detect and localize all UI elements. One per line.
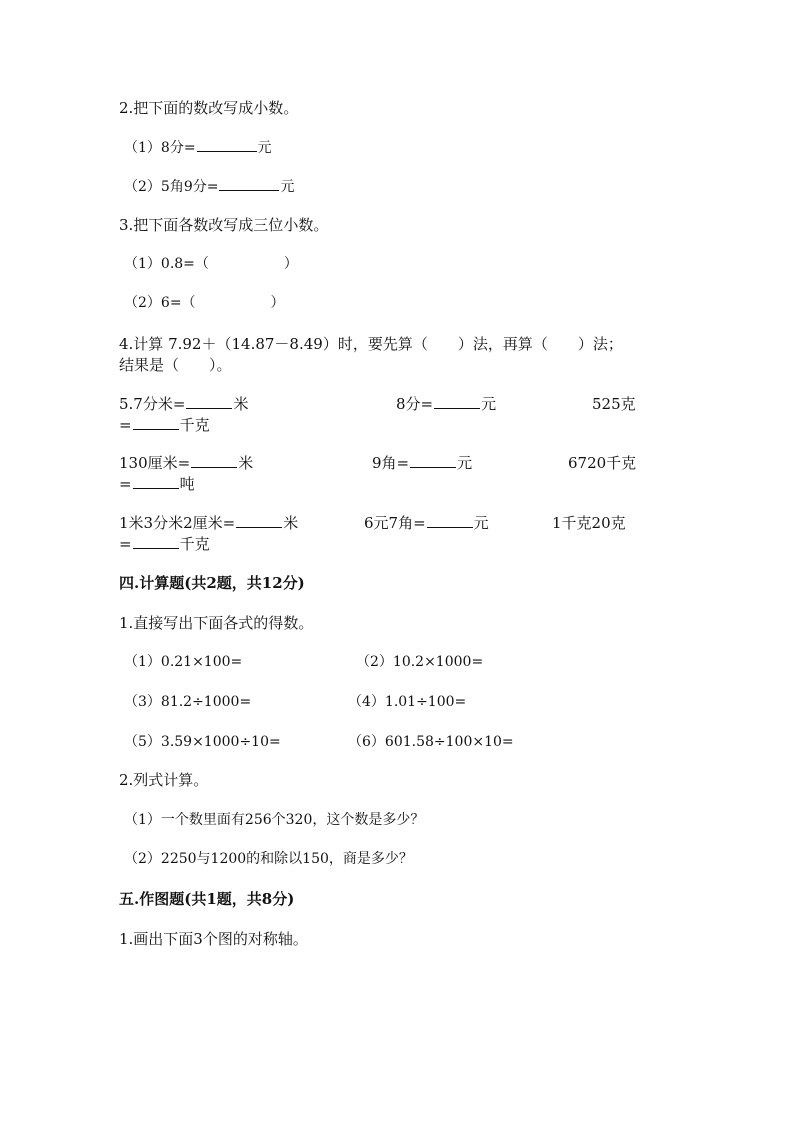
q3-item-1-post: ） — [283, 256, 298, 272]
q5-row1-col2-post: 元 — [481, 395, 497, 413]
q2-item-1-pre: （1）8分= — [124, 140, 196, 156]
q5-row1-col1 — [119, 394, 248, 414]
q4-line-2: 结果是（ ）。 — [119, 356, 232, 374]
q5-row3-col2-pre: 6元7角= — [364, 514, 426, 532]
answer-blank[interactable] — [236, 513, 282, 528]
q5-row3-wrap — [119, 534, 210, 554]
q5-row3-col1 — [119, 513, 298, 533]
answer-blank[interactable] — [133, 415, 179, 430]
q5-row2-col1-post: 米 — [238, 454, 254, 472]
q5-row2-col1-pre: 130厘米= — [119, 454, 191, 472]
q5-row2-wrap-pre: = — [119, 475, 132, 493]
q5-row3-col1-pre: 1米3分米2厘米= — [119, 514, 236, 532]
q3-item-2-pre: （2）6=（ — [124, 295, 196, 311]
q5-row2-col1 — [119, 453, 253, 473]
section-4-title: 四.计算题(共2题，共12分) — [119, 574, 305, 592]
q5-row3-wrap-post: 千克 — [179, 535, 210, 553]
calc-item-5: （5）3.59×1000÷10= — [124, 734, 281, 750]
q5-row1-col2 — [396, 394, 496, 414]
answer-blank[interactable] — [434, 394, 480, 409]
calc-item-4: （4）1.01÷100= — [348, 694, 467, 710]
q5-row3-col1-post: 米 — [283, 514, 299, 532]
q5-row2-col3: 6720千克 — [568, 454, 637, 472]
q5-row2-wrap — [119, 474, 195, 494]
q2-title: 2.把下面的数改写成小数。 — [119, 99, 299, 117]
calc-item-1: （1）0.21×100= — [124, 654, 243, 670]
q2-item-2 — [124, 176, 294, 197]
word-problem-1: （1）一个数里面有256个320，这个数是多少？ — [124, 812, 425, 828]
answer-blank[interactable] — [191, 453, 237, 468]
answer-blank[interactable] — [219, 176, 279, 191]
q5-row1-wrap — [119, 415, 210, 435]
calc-item-3: （3）81.2÷1000= — [124, 694, 252, 710]
answer-blank[interactable] — [133, 534, 179, 549]
q3-title: 3.把下面各数改写成三位小数。 — [119, 216, 329, 234]
q5-row3-col2 — [364, 513, 489, 533]
q5-row1-col2-pre: 8分= — [396, 395, 434, 413]
calc-item-6: （6）601.58÷100×10= — [348, 734, 514, 750]
q2-item-1 — [124, 137, 272, 158]
q3-item-2 — [124, 293, 285, 313]
q5-row1-wrap-pre: = — [119, 416, 132, 434]
q5-row3-wrap-pre: = — [119, 535, 132, 553]
q5-row2-wrap-post: 吨 — [179, 475, 195, 493]
q4-line-1: 4.计算 7.92＋（14.87－8.49）时，要先算（ ）法，再算（ ）法； — [119, 335, 623, 353]
q5-row1-col1-post: 米 — [233, 395, 249, 413]
answer-blank[interactable] — [427, 513, 473, 528]
answer-blank[interactable] — [197, 137, 257, 152]
answer-blank[interactable] — [186, 394, 232, 409]
q5-row3-col3: 1千克20克 — [552, 514, 626, 532]
section-5-title: 五.作图题(共1题，共8分) — [119, 890, 295, 908]
section-5-q1-title: 1.画出下面3个图的对称轴。 — [119, 930, 308, 948]
q5-row1-col1-pre: 5.7分米= — [119, 395, 186, 413]
word-problem-2: （2）2250与1200的和除以150，商是多少？ — [124, 851, 413, 867]
q5-row1-wrap-post: 千克 — [179, 416, 210, 434]
section-4-q1-title: 1.直接写出下面各式的得数。 — [119, 614, 314, 632]
q5-row1-col3: 525克 — [592, 395, 636, 413]
q5-row2-col2 — [372, 453, 472, 473]
q3-item-1-pre: （1）0.8=（ — [124, 256, 209, 272]
answer-blank[interactable] — [410, 453, 456, 468]
section-4-q2-title: 2.列式计算。 — [119, 771, 209, 789]
q3-item-2-post: ） — [270, 295, 285, 311]
q3-item-1 — [124, 254, 298, 274]
q5-row2-col2-post: 元 — [457, 454, 473, 472]
calc-item-2: （2）10.2×1000= — [356, 654, 484, 670]
answer-blank[interactable] — [133, 474, 179, 489]
q5-row2-col2-pre: 9角= — [372, 454, 410, 472]
q2-item-2-post: 元 — [280, 179, 295, 195]
q2-item-2-pre: （2）5角9分= — [124, 179, 219, 195]
q5-row3-col2-post: 元 — [473, 514, 489, 532]
q2-item-1-post: 元 — [257, 140, 272, 156]
